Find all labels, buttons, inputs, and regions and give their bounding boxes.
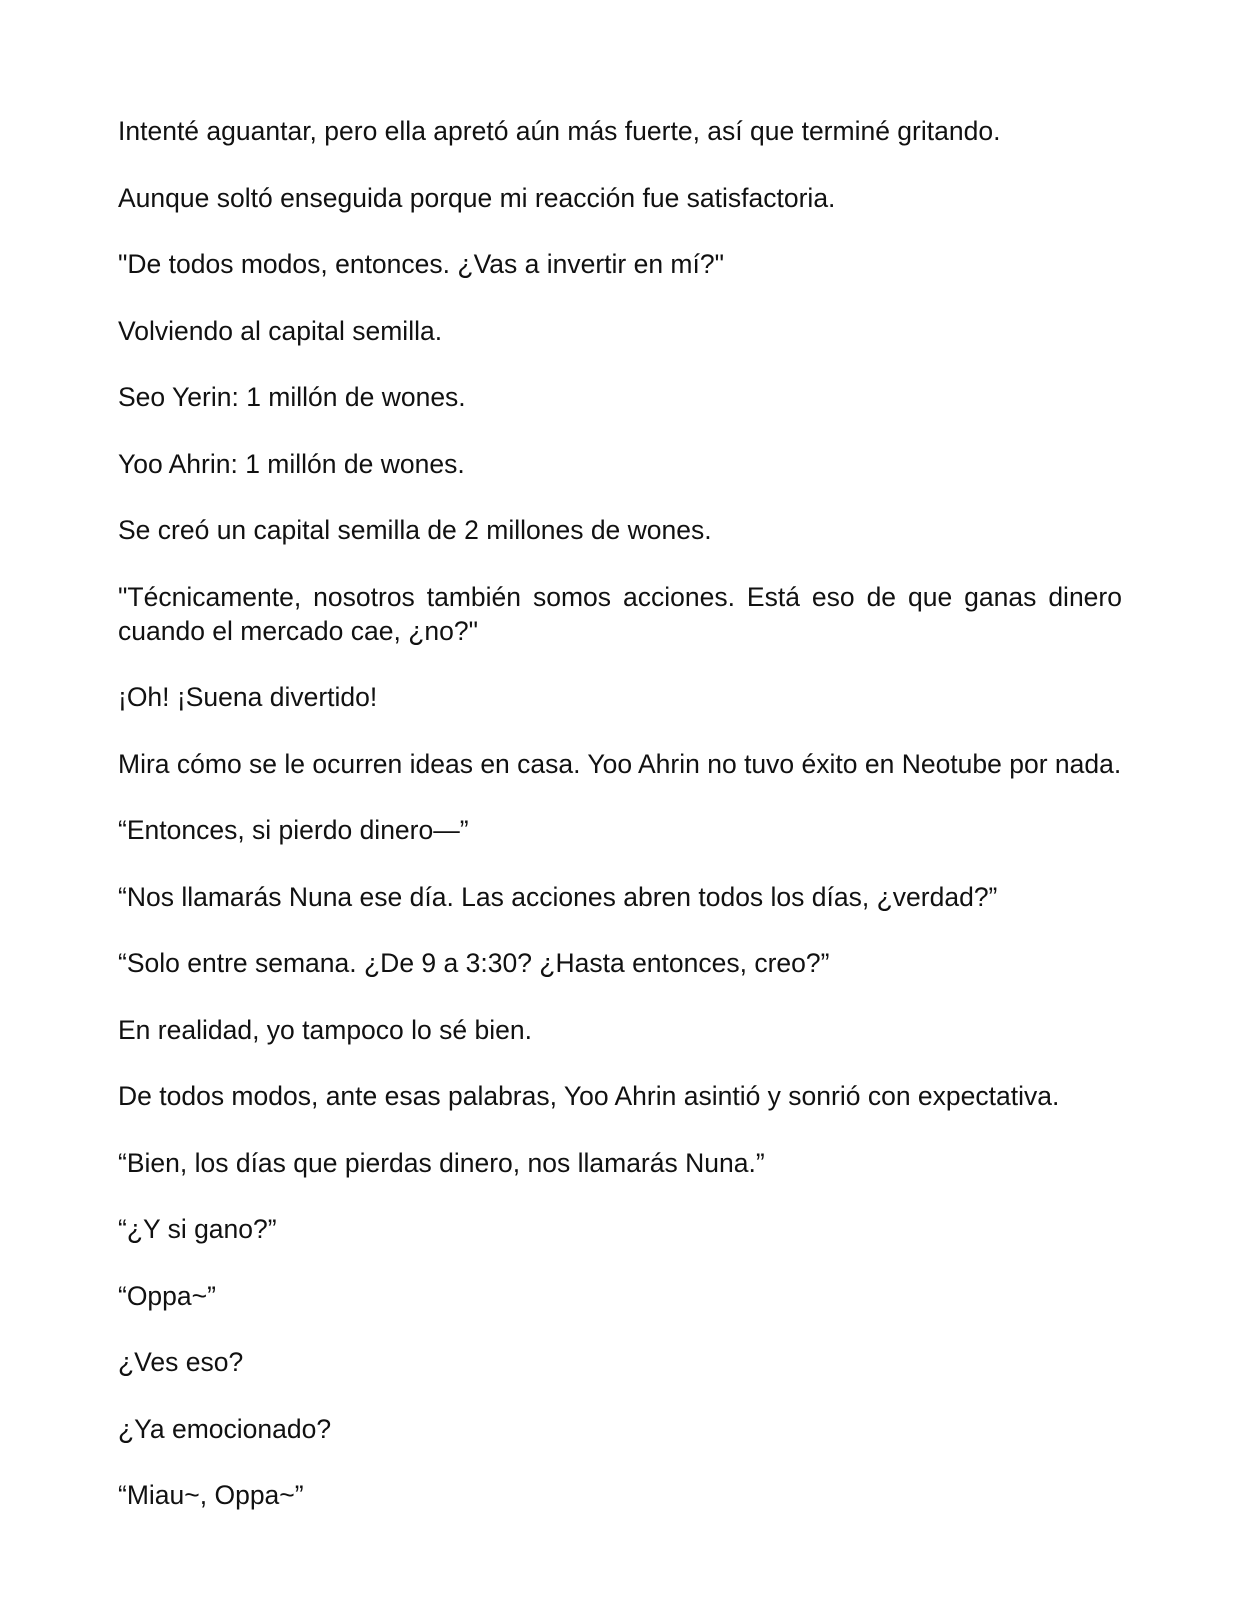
paragraph: ¡Oh! ¡Suena divertido! (118, 682, 378, 712)
paragraph: “Solo entre semana. ¿De 9 a 3:30? ¿Hasta entonces, creo?” (118, 948, 830, 978)
paragraph: Mira cómo se le ocurren ideas en casa. Yoo Ahrin no tuvo éxito en Neotube por nada. (118, 748, 1122, 779)
paragraph: “¿Y si gano?” (118, 1214, 277, 1244)
paragraph: Yoo Ahrin: 1 millón de wones. (118, 448, 465, 479)
paragraph: ¿Ya emocionado? (118, 1413, 332, 1444)
paragraph: Se creó un capital semilla de 2 millones de wones. (118, 515, 712, 545)
paragraph: En realidad, yo tampoco lo sé bien. (118, 1014, 532, 1045)
paragraph: “Entonces, si pierdo dinero—” (118, 815, 469, 845)
paragraph: Aunque soltó enseguida porque mi reacción fue satisfactoria. (118, 182, 836, 213)
paragraph: Intenté aguantar, pero ella apretó aún más fuerte, así que terminé gritando. (118, 116, 1001, 146)
paragraph: Volviendo al capital semilla. (118, 315, 443, 346)
paragraph: “Miau~, Oppa~” (118, 1480, 304, 1510)
paragraph: Seo Yerin: 1 millón de wones. (118, 382, 466, 412)
paragraph: “Bien, los días que pierdas dinero, nos llamarás Nuna.” (118, 1147, 765, 1178)
paragraph: "De todos modos, entonces. ¿Vas a invertir en mí?" (118, 249, 725, 279)
paragraph: “Oppa~” (118, 1280, 216, 1311)
paragraph: "Técnicamente, nosotros también somos acciones. Está eso de que ganas dinero cuando el mercado cae, ¿no?" (118, 581, 1122, 646)
paragraph: “Nos llamarás Nuna ese día. Las acciones abren todos los días, ¿verdad?” (118, 881, 998, 912)
paragraph: De todos modos, ante esas palabras, Yoo Ahrin asintió y sonrió con expectativa. (118, 1081, 1060, 1111)
paragraph: ¿Ves eso? (118, 1347, 244, 1377)
text-column (118, 114, 1122, 1512)
